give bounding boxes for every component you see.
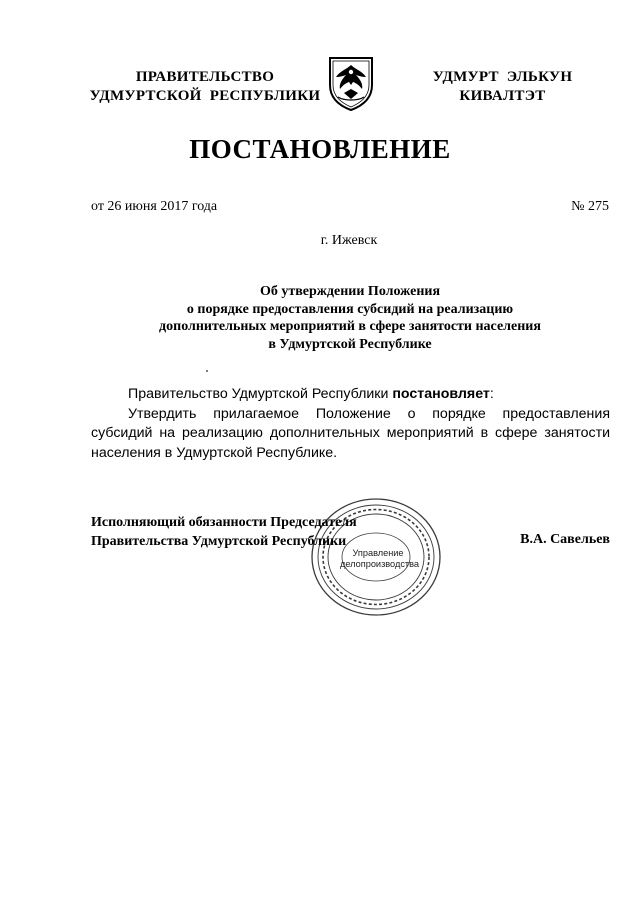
document-date: от 26 июня 2017 года — [91, 199, 218, 214]
signature-position-line2: Правительства Удмуртской Республики — [91, 534, 347, 549]
coat-of-arms-icon — [326, 55, 376, 111]
signature-position — [91, 513, 357, 551]
decree-verb: постановляет — [392, 386, 490, 402]
header-right-block — [420, 68, 585, 106]
seal-inner-line2: делопроизводства — [340, 559, 420, 569]
header-left-line1: ПРАВИТЕЛЬСТВО — [135, 69, 275, 85]
decree-text: Правительство Удмуртской Республики — [128, 386, 393, 402]
document-body — [91, 385, 610, 463]
subject-line: дополнительных мероприятий в сфере занятости населения — [159, 319, 541, 334]
signature-position-line1: Исполняющий обязанности Председателя — [91, 515, 357, 530]
signature-name: В.А. Савельев — [520, 532, 610, 547]
document-number: № 275 — [571, 199, 609, 214]
document-subject — [120, 283, 580, 353]
seal-inner-text — [340, 548, 420, 570]
subject-line: в Удмуртской Республике — [268, 336, 432, 352]
seal-inner-line1: Управление — [352, 548, 404, 558]
subject-line: о порядке предоставления субсидий на реализацию — [186, 301, 514, 317]
header-left-line2: УДМУРТСКОЙ РЕСПУБЛИКИ — [89, 88, 321, 104]
document-type-title: ПОСТАНОВЛЕНИЕ — [189, 134, 451, 164]
body-paragraph-approve: Утвердить прилагаемое Положение о порядке предоставления субсидий на реализацию дополнительных мероприятий в сфере занятости населения в Удмуртской Республике. — [91, 405, 610, 461]
body-paragraph-decree — [91, 385, 610, 405]
header-left-block — [80, 68, 330, 106]
header-right-line2: КИВАЛТЭТ — [459, 88, 546, 104]
document-city: г. Ижевск — [320, 233, 378, 248]
subject-line: Об утверждении Положения — [259, 284, 441, 299]
decree-colon: : — [489, 386, 494, 402]
header-right-line1: УДМУРТ ЭЛЬКУН — [432, 69, 573, 85]
scan-artifact-dot — [206, 370, 208, 372]
